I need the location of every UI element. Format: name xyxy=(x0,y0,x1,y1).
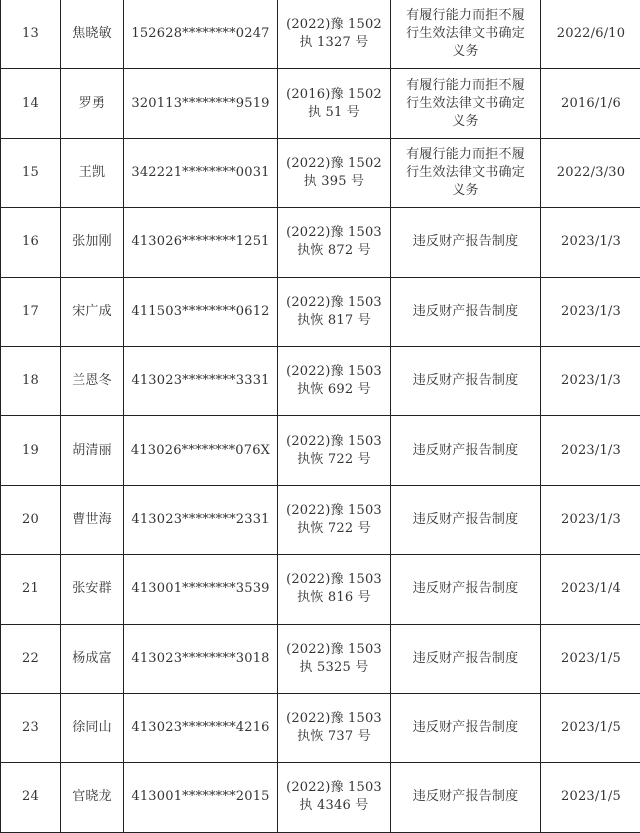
reason-cell-text: 违反财产报告制度 xyxy=(412,650,519,666)
date-cell-text: 2016/1/6 xyxy=(561,95,621,111)
person-name-cell xyxy=(61,346,124,415)
person-name-cell-text: 焦晓敏 xyxy=(72,26,112,42)
date-cell xyxy=(541,138,640,207)
id-number-cell xyxy=(124,555,278,624)
person-name-cell-text: 张安群 xyxy=(72,581,112,597)
reason-cell xyxy=(391,555,541,624)
date-cell-text: 2023/1/3 xyxy=(561,303,621,319)
case-number-cell xyxy=(278,208,391,277)
table-row xyxy=(1,624,640,693)
person-name-cell-text: 罗勇 xyxy=(78,95,106,111)
date-cell xyxy=(541,69,640,138)
id-number-cell xyxy=(124,69,278,138)
row-number-cell-text: 15 xyxy=(22,164,39,180)
row-number-cell xyxy=(1,208,61,277)
row-number-cell xyxy=(1,0,61,69)
table-row xyxy=(1,0,640,69)
table-row xyxy=(1,555,640,624)
reason-cell xyxy=(391,0,541,69)
row-number-cell-text: 18 xyxy=(22,373,39,389)
date-cell xyxy=(541,763,640,832)
case-number-cell-text: (2022)豫 1503 执恢 816 号 xyxy=(286,572,382,606)
person-name-cell xyxy=(61,555,124,624)
reason-cell xyxy=(391,693,541,762)
table-row xyxy=(1,69,640,138)
row-number-cell-text: 13 xyxy=(22,26,39,42)
case-number-cell xyxy=(278,0,391,69)
row-number-cell-text: 21 xyxy=(22,581,39,597)
person-name-cell xyxy=(61,138,124,207)
case-number-cell xyxy=(278,416,391,485)
date-cell-text: 2023/1/5 xyxy=(561,650,621,666)
row-number-cell xyxy=(1,485,61,554)
id-number-cell xyxy=(124,0,278,69)
case-number-cell xyxy=(278,624,391,693)
date-cell-text: 2023/1/3 xyxy=(561,234,621,250)
case-number-cell xyxy=(278,138,391,207)
id-number-cell-text: 413001********2015 xyxy=(131,789,270,805)
date-cell xyxy=(541,346,640,415)
reason-cell-text: 违反财产报告制度 xyxy=(412,442,519,458)
row-number-cell-text: 22 xyxy=(22,650,39,666)
person-name-cell-text: 兰恩冬 xyxy=(72,373,112,389)
person-name-cell-text: 王凯 xyxy=(78,164,106,180)
person-name-cell-text: 官晓龙 xyxy=(72,789,112,805)
case-number-cell xyxy=(278,693,391,762)
person-name-cell-text: 胡清丽 xyxy=(72,442,112,458)
case-number-cell xyxy=(278,69,391,138)
case-number-cell-text: (2022)豫 1503 执恢 737 号 xyxy=(286,711,382,745)
id-number-cell-text: 152628********0247 xyxy=(131,26,270,42)
case-number-cell xyxy=(278,485,391,554)
reason-cell xyxy=(391,69,541,138)
date-cell-text: 2023/1/3 xyxy=(561,442,621,458)
reason-cell xyxy=(391,416,541,485)
row-number-cell xyxy=(1,555,61,624)
table-row xyxy=(1,693,640,762)
case-number-cell-text: (2022)豫 1503 执恢 692 号 xyxy=(286,364,382,398)
person-name-cell xyxy=(61,277,124,346)
row-number-cell-text: 14 xyxy=(22,95,39,111)
date-cell-text: 2023/1/3 xyxy=(561,373,621,389)
row-number-cell xyxy=(1,277,61,346)
table-row xyxy=(1,346,640,415)
person-name-cell xyxy=(61,624,124,693)
id-number-cell-text: 413001********3539 xyxy=(131,581,270,597)
table-row xyxy=(1,485,640,554)
person-name-cell xyxy=(61,416,124,485)
date-cell xyxy=(541,416,640,485)
case-number-cell-text: (2022)豫 1502 执 395 号 xyxy=(286,155,382,189)
reason-cell xyxy=(391,763,541,832)
person-name-cell-text: 徐同山 xyxy=(72,720,112,736)
id-number-cell-text: 413026********1251 xyxy=(131,234,270,250)
row-number-cell xyxy=(1,416,61,485)
date-cell xyxy=(541,693,640,762)
date-cell xyxy=(541,624,640,693)
table-row xyxy=(1,763,640,832)
person-name-cell xyxy=(61,0,124,69)
id-number-cell-text: 342221********0031 xyxy=(131,164,270,180)
person-name-cell-text: 张加刚 xyxy=(72,234,112,250)
row-number-cell-text: 17 xyxy=(22,303,39,319)
reason-cell-text: 违反财产报告制度 xyxy=(412,581,519,597)
row-number-cell xyxy=(1,624,61,693)
case-number-cell-text: (2022)豫 1503 执恢 817 号 xyxy=(286,294,382,328)
reason-cell xyxy=(391,138,541,207)
table-row xyxy=(1,277,640,346)
table-row xyxy=(1,416,640,485)
id-number-cell xyxy=(124,693,278,762)
id-number-cell xyxy=(124,416,278,485)
id-number-cell-text: 413026********076X xyxy=(130,442,271,458)
date-cell xyxy=(541,555,640,624)
reason-cell-text: 有履行能力而拒不履行生效法律文书确定义务 xyxy=(406,77,525,129)
id-number-cell-text: 413023********3018 xyxy=(131,650,270,666)
reason-cell-text: 违反财产报告制度 xyxy=(412,511,519,527)
case-number-cell-text: (2022)豫 1503 执 4346 号 xyxy=(286,780,382,814)
person-name-cell xyxy=(61,763,124,832)
date-cell-text: 2023/1/3 xyxy=(561,511,621,527)
reason-cell xyxy=(391,485,541,554)
case-number-cell-text: (2022)豫 1503 执恢 722 号 xyxy=(286,502,382,536)
date-cell-text: 2023/1/5 xyxy=(561,789,621,805)
row-number-cell xyxy=(1,69,61,138)
person-name-cell-text: 杨成富 xyxy=(72,650,112,666)
row-number-cell-text: 16 xyxy=(22,234,39,250)
id-number-cell xyxy=(124,346,278,415)
id-number-cell-text: 413023********2331 xyxy=(131,511,270,527)
reason-cell-text: 有履行能力而拒不履行生效法律文书确定义务 xyxy=(406,146,525,198)
reason-cell xyxy=(391,624,541,693)
case-number-cell xyxy=(278,555,391,624)
id-number-cell xyxy=(124,208,278,277)
reason-cell-text: 违反财产报告制度 xyxy=(412,303,519,319)
id-number-cell xyxy=(124,138,278,207)
reason-cell xyxy=(391,277,541,346)
id-number-cell xyxy=(124,763,278,832)
id-number-cell-text: 413023********4216 xyxy=(131,720,270,736)
person-name-cell xyxy=(61,69,124,138)
id-number-cell-text: 411503********0612 xyxy=(131,303,270,319)
person-name-cell-text: 曹世海 xyxy=(72,511,112,527)
case-number-cell xyxy=(278,763,391,832)
reason-cell-text: 违反财产报告制度 xyxy=(412,373,519,389)
row-number-cell-text: 24 xyxy=(22,789,39,805)
reason-cell xyxy=(391,346,541,415)
case-number-cell xyxy=(278,277,391,346)
reason-cell-text: 违反财产报告制度 xyxy=(412,720,519,736)
case-number-cell-text: (2016)豫 1502 执 51 号 xyxy=(286,86,382,120)
case-number-cell-text: (2022)豫 1503 执 5325 号 xyxy=(286,641,382,675)
reason-cell-text: 有履行能力而拒不履行生效法律文书确定义务 xyxy=(406,8,525,60)
reason-cell-text: 违反财产报告制度 xyxy=(412,789,519,805)
row-number-cell xyxy=(1,693,61,762)
table-body xyxy=(1,0,640,832)
id-number-cell-text: 413023********3331 xyxy=(131,373,270,389)
id-number-cell xyxy=(124,277,278,346)
date-cell xyxy=(541,0,640,69)
reason-cell-text: 违反财产报告制度 xyxy=(412,234,519,250)
case-number-cell xyxy=(278,346,391,415)
id-number-cell-text: 320113********9519 xyxy=(131,95,270,111)
id-number-cell xyxy=(124,485,278,554)
person-name-cell xyxy=(61,208,124,277)
row-number-cell xyxy=(1,763,61,832)
case-number-cell-text: (2022)豫 1502 执 1327 号 xyxy=(286,17,382,51)
table-row xyxy=(1,138,640,207)
date-cell-text: 2023/1/5 xyxy=(561,720,621,736)
person-name-cell xyxy=(61,485,124,554)
date-cell xyxy=(541,485,640,554)
id-number-cell xyxy=(124,624,278,693)
date-cell-text: 2022/3/30 xyxy=(556,164,626,180)
date-cell xyxy=(541,208,640,277)
row-number-cell-text: 19 xyxy=(22,442,39,458)
row-number-cell xyxy=(1,346,61,415)
row-number-cell xyxy=(1,138,61,207)
reason-cell xyxy=(391,208,541,277)
date-cell-text: 2023/1/4 xyxy=(561,581,621,597)
case-number-cell-text: (2022)豫 1503 执恢 722 号 xyxy=(286,433,382,467)
case-number-cell-text: (2022)豫 1503 执恢 872 号 xyxy=(286,225,382,259)
row-number-cell-text: 23 xyxy=(22,720,39,736)
row-number-cell-text: 20 xyxy=(22,511,39,527)
person-name-cell-text: 宋广成 xyxy=(72,303,112,319)
date-cell-text: 2022/6/10 xyxy=(556,26,626,42)
table-row xyxy=(1,208,640,277)
person-name-cell xyxy=(61,693,124,762)
date-cell xyxy=(541,277,640,346)
